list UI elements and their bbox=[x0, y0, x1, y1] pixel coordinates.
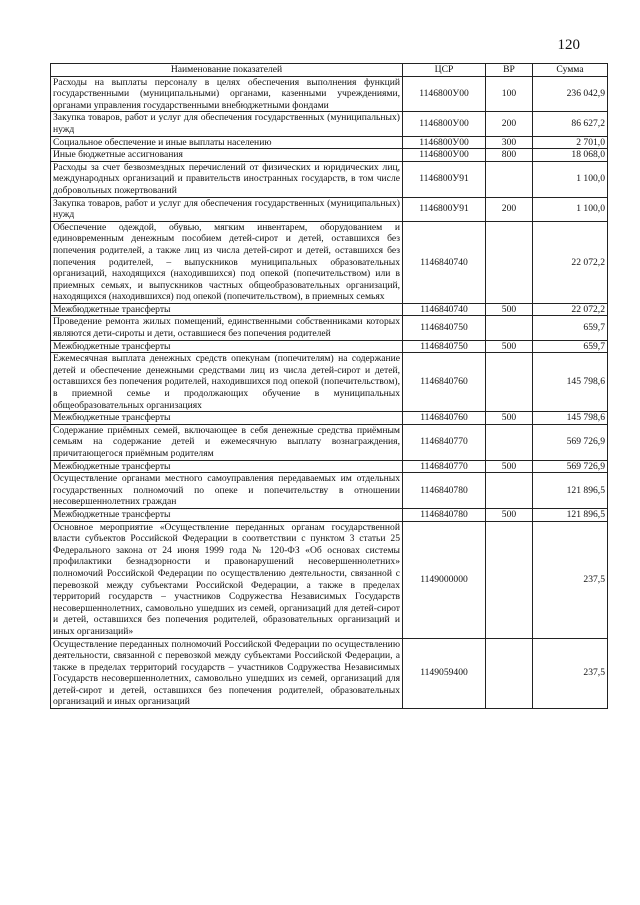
table-row bbox=[51, 161, 608, 197]
row-sum: 145 798,6 bbox=[533, 412, 608, 425]
header-vr: ВР bbox=[486, 64, 533, 77]
row-sum: 569 726,9 bbox=[533, 460, 608, 473]
row-name: Закупка товаров, работ и услуг для обеспечения государственных (муниципальных) нужд bbox=[51, 197, 403, 221]
row-vr: 100 bbox=[486, 76, 533, 112]
row-code: 1149059400 bbox=[403, 638, 486, 709]
row-name: Иные бюджетные ассигнования bbox=[51, 149, 403, 162]
row-code: 1146800У91 bbox=[403, 197, 486, 221]
table-row bbox=[51, 303, 608, 316]
table-header-row bbox=[51, 64, 608, 77]
table-row bbox=[51, 424, 608, 460]
row-name: Социальное обеспечение и иные выплаты населению bbox=[51, 136, 403, 149]
row-code: 1146840750 bbox=[403, 340, 486, 353]
row-name: Ежемесячная выплата денежных средств опекунам (попечителям) на содержание детей и обеспечение денежными средствами лиц из числа детей-сирот и детей, оставшихся без попечения родителей, находившихся под опекой (попечительством), в приемной семье и продолжающих обучение в муниципальных общеобразовательных организациях bbox=[51, 353, 403, 412]
table-row bbox=[51, 412, 608, 425]
row-vr: 200 bbox=[486, 197, 533, 221]
row-vr bbox=[486, 353, 533, 412]
row-code: 1146840770 bbox=[403, 460, 486, 473]
row-vr: 200 bbox=[486, 112, 533, 136]
row-sum: 121 896,5 bbox=[533, 508, 608, 521]
row-vr: 500 bbox=[486, 303, 533, 316]
row-name: Содержание приёмных семей, включающее в себя денежные средства приёмным семьям на содержание детей и ежемесячную выплату вознаграждения, причитающегося приёмным родителям bbox=[51, 424, 403, 460]
row-name: Осуществление переданных полномочий Российской Федерации по осуществлению деятельности, связанной с перевозкой между субъектами Российской Федерации, а также в пределах территорий государств – участников Содружества Независимых Государств несовершеннолетних, самовольно ушедших из семей, организаций для детей-сирот и детей, оставшихся без попечения родителей, образовательных организаций и иных организаций bbox=[51, 638, 403, 709]
row-sum: 569 726,9 bbox=[533, 424, 608, 460]
row-vr: 800 bbox=[486, 149, 533, 162]
row-vr: 500 bbox=[486, 412, 533, 425]
row-name: Основное мероприятие «Осуществление переданных органам государственной власти субъектов Российской Федерации в соответствии с пунктом 3 статьи 25 Федерального закона от 24 июня 1999 года № 120-ФЗ «Об основах системы профилактики безнадзорности и правонарушений несовершеннолетних» полномочий Российской Федерации по осуществлению деятельности, связанной с перевозкой между субъектами Российской Федерации, а также в пределах территорий государств – участников Содружества Независимых Государств несовершеннолетних, самовольно ушедших из семей, организаций для детей-сирот и детей, оставшихся без попечения родителей, образовательных организаций и иных организаций» bbox=[51, 521, 403, 638]
row-code: 1146800У91 bbox=[403, 161, 486, 197]
row-name: Межбюджетные трансферты bbox=[51, 412, 403, 425]
row-name: Обеспечение одеждой, обувью, мягким инвентарем, оборудованием и единовременным денежным пособием детей-сирот и детей, оставшихся без попечения родителей, а также лиц из числа детей-сирот и детей, оставшихся без попечения родителей, – выпускников муниципальных образовательных организаций, находящихся (находившихся) под опекой (попечительством) или в приемных семьях, и выпускников частных общеобразовательных организаций, находящихся (находившихся) под опекой (попечительством), в приемных семьях bbox=[51, 221, 403, 303]
row-sum: 22 072,2 bbox=[533, 303, 608, 316]
row-code: 1146800У00 bbox=[403, 149, 486, 162]
row-vr bbox=[486, 316, 533, 340]
row-name: Осуществление органами местного самоуправления передаваемых им отдельных государственных полномочий по опеке и попечительству в отношении несовершеннолетних граждан bbox=[51, 473, 403, 509]
row-sum: 237,5 bbox=[533, 521, 608, 638]
row-code: 1146840740 bbox=[403, 303, 486, 316]
table-row bbox=[51, 316, 608, 340]
page-number: 120 bbox=[557, 37, 580, 53]
table-row bbox=[51, 460, 608, 473]
table-row bbox=[51, 508, 608, 521]
row-name: Межбюджетные трансферты bbox=[51, 303, 403, 316]
table-row bbox=[51, 149, 608, 162]
row-code: 1146840770 bbox=[403, 424, 486, 460]
table-row bbox=[51, 136, 608, 149]
row-vr bbox=[486, 473, 533, 509]
table-row bbox=[51, 521, 608, 638]
table-row bbox=[51, 112, 608, 136]
row-vr: 500 bbox=[486, 340, 533, 353]
table-row bbox=[51, 76, 608, 112]
table-row bbox=[51, 353, 608, 412]
header-sum: Сумма bbox=[533, 64, 608, 77]
row-sum: 659,7 bbox=[533, 340, 608, 353]
row-sum: 1 100,0 bbox=[533, 197, 608, 221]
budget-table bbox=[50, 63, 608, 709]
row-vr: 500 bbox=[486, 460, 533, 473]
table-row bbox=[51, 221, 608, 303]
table-row bbox=[51, 340, 608, 353]
row-sum: 237,5 bbox=[533, 638, 608, 709]
row-name: Межбюджетные трансферты bbox=[51, 460, 403, 473]
row-code: 1146840740 bbox=[403, 221, 486, 303]
row-code: 1146840760 bbox=[403, 412, 486, 425]
row-sum: 86 627,2 bbox=[533, 112, 608, 136]
row-sum: 1 100,0 bbox=[533, 161, 608, 197]
row-sum: 659,7 bbox=[533, 316, 608, 340]
row-code: 1146800У00 bbox=[403, 76, 486, 112]
header-name: Наименование показателей bbox=[51, 64, 403, 77]
row-vr: 300 bbox=[486, 136, 533, 149]
row-name: Расходы за счет безвозмездных перечислений от физических и юридических лиц, международных организаций и правительств иностранных государств, в том числе добровольных пожертвований bbox=[51, 161, 403, 197]
row-name: Межбюджетные трансферты bbox=[51, 340, 403, 353]
row-vr bbox=[486, 424, 533, 460]
row-code: 1146840780 bbox=[403, 473, 486, 509]
row-vr bbox=[486, 638, 533, 709]
row-code: 1146840780 bbox=[403, 508, 486, 521]
row-name: Проведение ремонта жилых помещений, единственными собственниками которых являются дети-сироты и дети, оставшиеся без попечения родителей bbox=[51, 316, 403, 340]
row-code: 1146800У00 bbox=[403, 112, 486, 136]
row-sum: 145 798,6 bbox=[533, 353, 608, 412]
header-code: ЦСР bbox=[403, 64, 486, 77]
row-vr bbox=[486, 521, 533, 638]
table-row bbox=[51, 197, 608, 221]
row-code: 1146840760 bbox=[403, 353, 486, 412]
row-sum: 121 896,5 bbox=[533, 473, 608, 509]
table-row bbox=[51, 473, 608, 509]
row-name: Расходы на выплаты персоналу в целях обеспечения выполнения функций государственными (муниципальными) органами, казенными учреждениями, органами управления государственными внебюджетными фондами bbox=[51, 76, 403, 112]
row-code: 1146840750 bbox=[403, 316, 486, 340]
row-vr: 500 bbox=[486, 508, 533, 521]
table-row bbox=[51, 638, 608, 709]
row-name: Закупка товаров, работ и услуг для обеспечения государственных (муниципальных) нужд bbox=[51, 112, 403, 136]
row-code: 1146800У00 bbox=[403, 136, 486, 149]
row-name: Межбюджетные трансферты bbox=[51, 508, 403, 521]
row-sum: 2 701,0 bbox=[533, 136, 608, 149]
row-code: 1149000000 bbox=[403, 521, 486, 638]
row-sum: 18 068,0 bbox=[533, 149, 608, 162]
row-vr bbox=[486, 161, 533, 197]
row-vr bbox=[486, 221, 533, 303]
row-sum: 236 042,9 bbox=[533, 76, 608, 112]
row-sum: 22 072,2 bbox=[533, 221, 608, 303]
